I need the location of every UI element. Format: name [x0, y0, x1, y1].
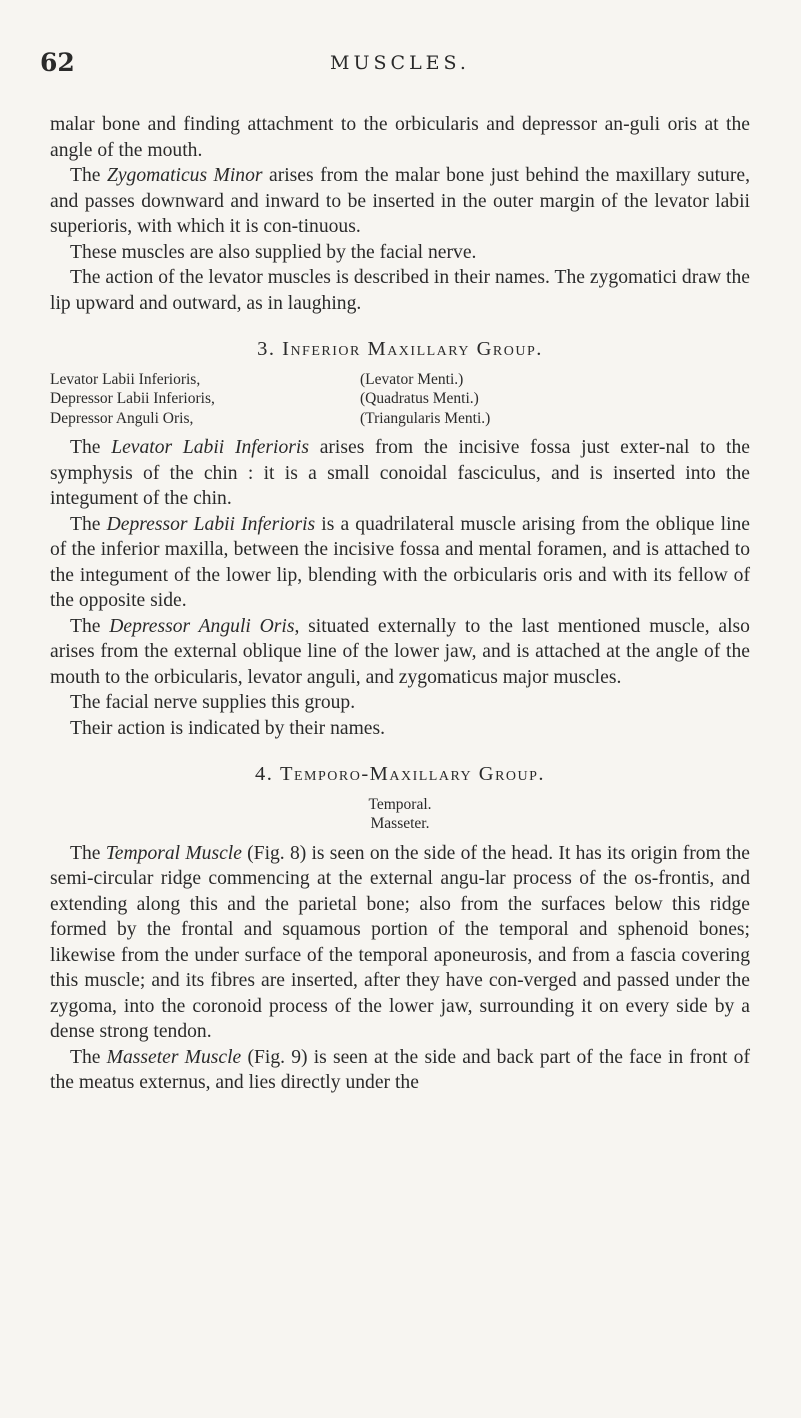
page-number: 62 — [40, 48, 75, 77]
muscle-name: Depressor Labii Inferioris, — [50, 390, 215, 407]
muscle-table — [50, 370, 730, 429]
paragraph: The facial nerve supplies this group. — [70, 692, 356, 713]
section-title: Inferior Maxillary Group. — [282, 338, 543, 360]
running-head: MUSCLES. — [330, 52, 470, 74]
muscle-alias: (Triangularis Menti.) — [360, 409, 491, 427]
text-run: The — [70, 842, 106, 864]
section-heading — [50, 762, 750, 788]
paragraph — [50, 163, 750, 240]
muscle-name: Depressor Labii Inferioris — [106, 513, 316, 535]
muscle-name: Depressor Anguli Oris — [109, 615, 295, 637]
paragraph: The action of the levator muscles is described in their names. The zygomatici draw the lip upward and outward, as in laughing. — [50, 267, 750, 314]
paragraph — [50, 435, 750, 512]
muscle-name: Temporal Muscle — [105, 842, 242, 864]
section-number: 3. — [257, 338, 283, 360]
text-run: The — [70, 513, 107, 535]
section-number: 4. — [254, 763, 280, 785]
section-title: Temporo-Maxillary Group. — [279, 763, 546, 785]
muscle-row — [50, 370, 730, 390]
paragraph — [50, 512, 750, 614]
muscle-row — [50, 409, 730, 429]
page-header — [40, 48, 760, 84]
text-run: arises from the incisive fossa just exter-nal to the symphysis of the chin : it is a small conoidal fasciculus, and is inserted into the integument of the chin. — [50, 437, 750, 509]
text-run: , situated externally to the last mentioned muscle, also arises from the external oblique line of the lower jaw, and is attached at the angle of the mouth to the orbicularis, levator anguli, and zygomaticus major muscles. — [50, 615, 750, 688]
text-run: The — [70, 615, 110, 637]
muscle-name: Temporal. — [368, 795, 432, 813]
paragraph — [50, 1045, 750, 1096]
text-run: (Fig. 9) is seen at the side and back part of the face in front of the meatus externus, and lies directly under the — [50, 1046, 750, 1093]
section-heading — [50, 337, 750, 363]
muscle-name: Levator Labii Inferioris, — [50, 370, 201, 388]
paragraph — [50, 841, 750, 1045]
paragraph: These muscles are also supplied by the facial nerve. — [70, 241, 477, 263]
text-run: The — [70, 1046, 107, 1068]
muscle-name: Masseter Muscle — [106, 1046, 242, 1068]
text-run: (Fig. 8) is seen on the side of the head. It has its origin from the semi-circular ridge commencing at the external angu-lar process of the os-frontis, and extending along this and the parietal bone; also from the surfaces below this ridge formed by the frontal and squamous portion of the temporal and sphenoid bones; likewise from the under surface of the temporal aponeurosis, and from a fascia covering this muscle; and its fibres are inserted, after they have con-verged and passed under the zygoma, into the coronoid process of the lower jaw, surrounding it on every side by a dense strong tendon. — [50, 842, 750, 1042]
paragraph: Their action is indicated by their names. — [70, 717, 386, 739]
text-run: The — [70, 165, 107, 186]
muscle-name: Zygomaticus Minor — [106, 165, 263, 186]
muscle-alias: (Quadratus Menti.) — [360, 390, 479, 407]
muscle-name: Depressor Anguli Oris, — [50, 409, 194, 427]
muscle-alias: (Levator Menti.) — [360, 370, 464, 388]
muscle-row — [50, 389, 730, 409]
text-run: is a quadrilateral muscle arising from the oblique line of the inferior maxilla, between the incisive fossa and mental foramen, and is attached to the integument of the lower lip, blending with the orbicularis oris and with its fellow of the opposite side. — [50, 513, 751, 611]
muscle-list — [50, 795, 750, 834]
paragraph — [50, 614, 750, 691]
body-text — [50, 112, 750, 1096]
text-run: arises from the malar bone just behind the maxillary suture, and passes downward and inward to be inserted in the outer margin of the levator labii superioris, with which it is con-tinuous. — [50, 165, 750, 237]
muscle-name: Masseter. — [370, 815, 430, 832]
muscle-name: Levator Labii Inferioris — [111, 437, 309, 458]
text-run: The — [70, 437, 112, 458]
paragraph: malar bone and finding attachment to the orbicularis and depressor an-guli oris at the angle of the mouth. — [50, 114, 750, 161]
